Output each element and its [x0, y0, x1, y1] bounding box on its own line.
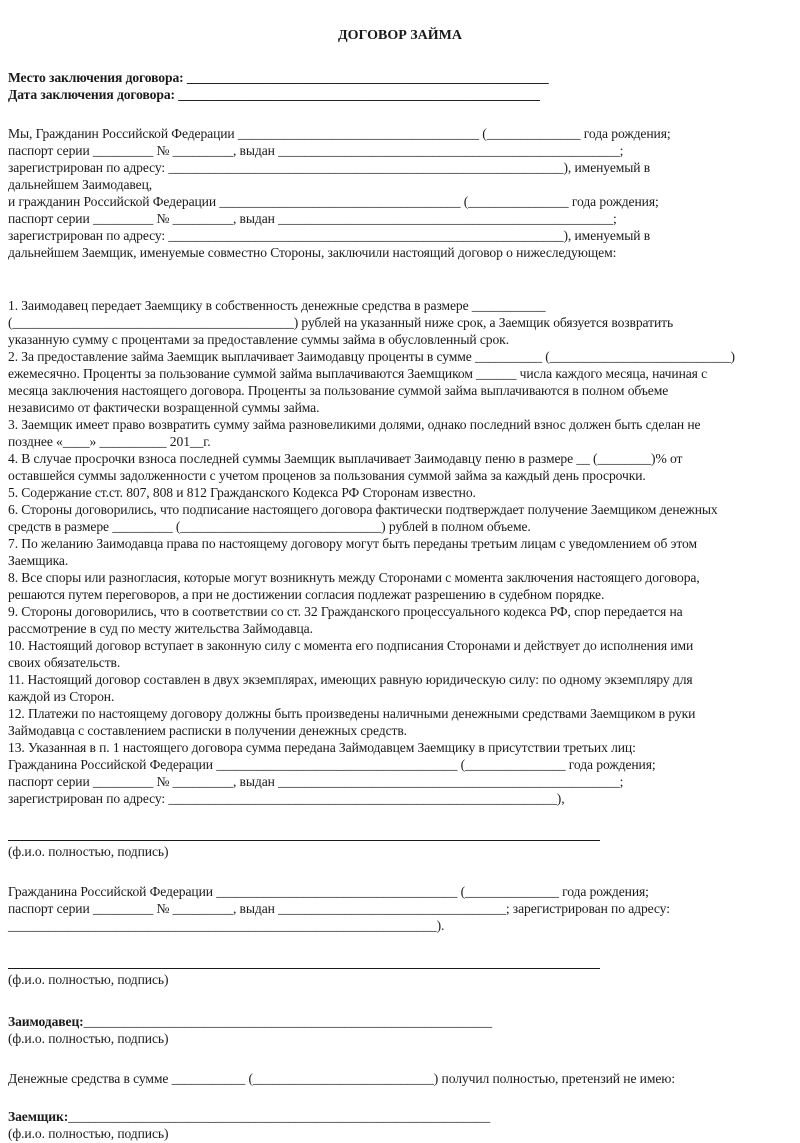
clause-line: (__________________________________________) рублей на указанный ниже срок, а Заемщик обязуется возвратить	[8, 315, 674, 330]
witness2-line: паспорт серии _________ № _________, выдан __________________________________; зарегистрирован по адресу:	[8, 901, 670, 916]
borrower-blank: _______________________________________________________________	[68, 1109, 491, 1124]
parties-line: Мы, Гражданин Российской Федерации ____________________________________ (______________ года рождения;	[8, 126, 671, 141]
clause-line: 1. Заимодавец передает Заемщику в собственность денежные средства в размере ___________	[8, 298, 546, 313]
clause-line: Заемщика.	[8, 553, 69, 568]
date-label: Дата заключения договора:	[8, 87, 175, 102]
clause-line: рассмотрение в суд по месту жительства Займодавца.	[8, 621, 313, 636]
clause-line: 4. В случае просрочки взноса последней суммы Заемщик выплачивает Заимодавцу пеню в размере __ (________)% от	[8, 451, 683, 466]
clause-line: 3. Заемщик имеет право возвратить сумму займа разновеликими долями, однако последний взнос должен быть сделан не	[8, 417, 701, 432]
clause-line: зарегистрирован по адресу: __________________________________________________________),	[8, 791, 565, 806]
witness1-signature-line	[8, 840, 600, 841]
parties-line: паспорт серии _________ № _________, выдан ___________________________________________________;	[8, 143, 624, 158]
clause-line: своих обязательств.	[8, 655, 121, 670]
witness1-caption: (ф.и.о. полностью, подпись)	[8, 844, 169, 859]
lender-blank: _____________________________________________________________	[83, 1014, 493, 1029]
clause-line: средств в размере _________ (______________________________) рублей в полном объеме.	[8, 519, 531, 534]
parties-line: и гражданин Российской Федерации ____________________________________ (_______________ года рождения;	[8, 194, 659, 209]
parties-line: паспорт серии _________ № _________, выдан __________________________________________________;	[8, 211, 617, 226]
place-of-contract	[8, 69, 549, 86]
parties-line: дальнейшем Заемщик, именуемые совместно Стороны, заключили настоящий договор о нижеследующем:	[8, 245, 617, 260]
borrower-signature	[8, 1108, 490, 1125]
clause-line: 10. Настоящий договор вступает в законную силу с момента его подписания Сторонами и действует до исполнения ими	[8, 638, 694, 653]
clause-line: решаются путем переговоров, а при не достижении согласия подлежат разрешению в судебном порядке.	[8, 587, 605, 602]
clause-line: месяца заключения настоящего договора. Проценты за пользование суммой займа выплачиваются в полном объеме	[8, 383, 669, 398]
clause-line: независимо от фактически возращенной суммы займа.	[8, 400, 320, 415]
clause-line: 9. Стороны договорились, что в соответствии со ст. 32 Гражданского процессуального кодекса РФ, спор передается на	[8, 604, 683, 619]
clause-line: ежемесячно. Проценты за пользование суммой займа выплачиваются Заемщиком ______ числа каждого месяца, начиная с	[8, 366, 708, 381]
clause-line: Займодавца с составлением расписки в получении денежных средств.	[8, 723, 407, 738]
clause-line: оставшейся суммы задолженности с учетом проценов за пользования суммой займа за каждый день просрочки.	[8, 468, 646, 483]
borrower-label: Заемщик:	[8, 1109, 69, 1124]
clause-line: указанную сумму с процентами за предоставление суммы займа в обусловленный срок.	[8, 332, 509, 347]
receipt-line: Денежные средства в сумме ___________ (___________________________) получил полностью, претензий не имею:	[8, 1071, 676, 1086]
place-label: Место заключения договора:	[8, 70, 184, 85]
clause-line: 13. Указанная в п. 1 настоящего договора сумма передана Займодавцем Заемщику в присутствии третьих лиц:	[8, 740, 636, 755]
parties-line: зарегистрирован по адресу: ___________________________________________________________), именуемый в	[8, 228, 651, 243]
clause-line: 7. По желанию Заимодавца права по настоящему договору могут быть переданы третьим лицам с уведомлением об этом	[8, 536, 697, 551]
witness2-line: Гражданина Российской Федерации ____________________________________ (______________ года рождения;	[8, 884, 649, 899]
witness2-signature-line	[8, 968, 600, 969]
lender-signature	[8, 1013, 492, 1030]
clause-line: 12. Платежи по настоящему договору должны быть произведены наличными денежными средствами Заемщиком в руки	[8, 706, 696, 721]
parties-line: зарегистрирован по адресу: ___________________________________________________________), именуемый в	[8, 160, 651, 175]
clause-line: позднее «____» __________ 201__г.	[8, 434, 211, 449]
document-title: ДОГОВОР ЗАЙМА	[338, 28, 462, 43]
clause-line: 5. Содержание ст.ст. 807, 808 и 812 Гражданского Кодекса РФ Сторонам известно.	[8, 485, 476, 500]
date-of-contract	[8, 86, 540, 103]
lender-caption: (ф.и.о. полностью, подпись)	[8, 1031, 169, 1046]
clause-line: 11. Настоящий договор составлен в двух экземплярах, имеющих равную юридическую силу: по одному экземпляру для	[8, 672, 693, 687]
witness2-line: ________________________________________________________________).	[8, 918, 445, 933]
parties-line: дальнейшем Заимодавец,	[8, 177, 153, 192]
date-blank: ______________________________________________________	[174, 87, 540, 102]
clause-line: 8. Все споры или разногласия, которые могут возникнуть между Сторонами с момента заключения настоящего договора,	[8, 570, 700, 585]
clause-line: 6. Стороны договорились, что подписание настоящего договора фактически подтверждает получение Заемщиком денежных	[8, 502, 718, 517]
clause-line: паспорт серии _________ № _________, выдан ___________________________________________________;	[8, 774, 624, 789]
clause-line: каждой из Сторон.	[8, 689, 115, 704]
clause-line: 2. За предоставление займа Заемщик выплачивает Заимодавцу проценты в сумме __________ (___________________________)	[8, 349, 735, 364]
clause-line: Гражданина Российской Федерации ____________________________________ (_______________ года рождения;	[8, 757, 656, 772]
borrower-caption: (ф.и.о. полностью, подпись)	[8, 1126, 169, 1141]
lender-label: Заимодавец:	[8, 1014, 84, 1029]
witness2-caption: (ф.и.о. полностью, подпись)	[8, 972, 169, 987]
place-blank: ______________________________________________________	[183, 70, 549, 85]
